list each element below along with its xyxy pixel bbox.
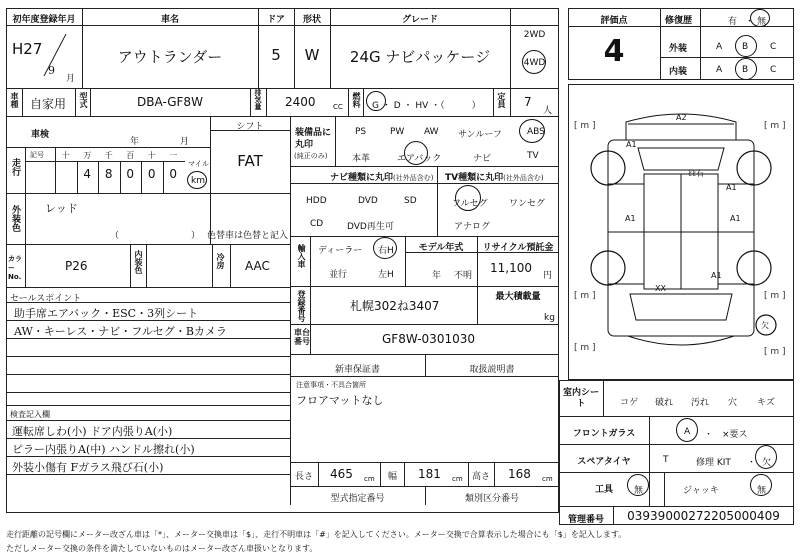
jack-label: ジャッキ [683, 486, 719, 496]
equip-sunroof: サンルーフ [458, 130, 502, 140]
ext-b-circle [735, 35, 757, 57]
equip-pw: PW [390, 127, 405, 137]
jack-none-circle [750, 474, 772, 496]
reg-year-label: 初年度登録年月 [12, 15, 76, 25]
sheet-stain: 汚れ [691, 398, 710, 408]
equipment-sublabel: (純正のみ) [294, 152, 328, 160]
repair-no: 無 [757, 17, 767, 27]
mark-xx: XX [655, 284, 666, 293]
inspector-label: 検査記入欄 [10, 410, 50, 419]
notes-label: 注意事項・不具合箇所 [296, 381, 366, 389]
fuel-label: 燃料 [352, 92, 361, 108]
notes-value: フロアマットなし [296, 394, 384, 407]
fuel-options: G ・ D ・ HV ・（ ） [372, 101, 481, 111]
tv-oneseg: ワンセグ [509, 199, 546, 209]
height-value: 168 [508, 467, 531, 481]
sheet-tear: 破れ [655, 398, 674, 408]
grade-label: グレード [401, 15, 438, 25]
navi-hdd: HDD [306, 196, 327, 206]
odometer-unit-4: 十 [147, 151, 156, 160]
equip-ps: PS [355, 127, 367, 137]
odometer-separator [141, 161, 142, 193]
equip-navi: ナビ [473, 154, 492, 164]
int-a: A [716, 65, 723, 75]
mark-a2: A2 [676, 113, 687, 122]
footer-line-1: 走行距離の記号欄にメーター改ざん車は「*」、メーター交換車は「$」、走行不明車は「#」を記入してください。メーター交換で合算表示した場合にも「$」を記入します。 [6, 530, 627, 539]
footer-line-2: ただしメーター交換の条件を満たしていないものはメーター改ざん車扱いとなります。 [6, 544, 318, 553]
sales-point-line-2: AW・キーレス・ナビ・フルセグ・Bカメラ [14, 325, 227, 338]
import-right: 右H [378, 246, 394, 256]
mgmt-number: 03939000272205000409 [627, 509, 780, 523]
mark-a1-rear: A1 [711, 271, 722, 280]
registration-label: 登録番号 [297, 290, 306, 322]
length-label: 長さ [295, 472, 314, 482]
class-number-label: 類別区分番号 [464, 494, 519, 504]
tools-none: 無 [634, 486, 644, 496]
odometer-unit-3: 百 [126, 151, 135, 160]
int-c: C [770, 65, 777, 75]
odometer-unit-2: 千 [104, 151, 113, 160]
door-label: ドア [267, 15, 285, 25]
repair-no-circle [750, 9, 770, 27]
color-no-label: カラーNo. [8, 255, 22, 281]
month-unit: 月 [66, 74, 76, 84]
abs-circle [519, 119, 545, 143]
vin-value: GF8W-0301030 [382, 332, 475, 346]
ext-a: A [716, 42, 723, 52]
right-hand-circle [373, 237, 397, 259]
recycle-value: 11,100 [490, 261, 532, 275]
spare-dot: ・ [747, 458, 757, 468]
mark-missing: 欠 [761, 321, 769, 330]
model-year-label: モデル年式 [418, 243, 464, 253]
recycle-unit: 円 [543, 271, 553, 281]
equip-leather: 本革 [352, 154, 371, 164]
odometer-divider [25, 161, 185, 162]
displacement-label: 排気量 [254, 89, 262, 110]
max-load-label: 最大積載量 [495, 292, 541, 302]
fuel-g-circle [366, 91, 386, 111]
repair-label: 修復歴 [665, 16, 693, 26]
odometer-digit-5: 0 [169, 167, 178, 181]
navi-dvd: DVD [358, 196, 378, 206]
color-note-paren: （ ） [110, 231, 201, 241]
airbag-circle [404, 141, 428, 165]
windshield-needs-replace: ×要ス [722, 430, 748, 440]
windshield-a-circle [676, 418, 698, 442]
width-unit: cm [452, 475, 463, 483]
inspector-line-3: 外装小傷有 Fガラス飛び石(小) [12, 461, 164, 474]
model-label: 型式 [79, 92, 88, 108]
type-label: 車種 [10, 92, 19, 108]
shape-label: 形状 [302, 15, 321, 25]
color-value: レッド [45, 202, 78, 215]
tv-analog: アナログ [454, 222, 491, 232]
ac-value: AAC [245, 259, 270, 273]
spare-tire-label: スペアタイヤ [577, 457, 631, 467]
sheet-burn: コゲ [620, 398, 639, 408]
interior-sheet-label: 室内シート [562, 388, 599, 409]
registration-value: 札幌302ね3407 [350, 299, 440, 313]
new-car-warranty: 新車保証書 [334, 365, 380, 375]
shift-value: FAT [237, 152, 263, 170]
inspection-month: 月 [180, 137, 190, 147]
cc-unit: CC [333, 103, 343, 111]
mile-unit: マイル [188, 160, 209, 168]
mileage-record-label: 記号 [30, 151, 44, 159]
interior-label: 内装 [669, 67, 688, 77]
odometer-separator [98, 161, 99, 193]
height-label: 高さ [472, 472, 491, 482]
tools-label: 工具 [594, 485, 613, 495]
spare-missing: 欠 [762, 458, 772, 468]
tools-none-circle [627, 474, 649, 496]
windshield-a: A [684, 427, 691, 437]
reg-era: H27 [12, 40, 43, 58]
kg-unit: kg [544, 313, 555, 323]
width-value: 181 [418, 467, 441, 481]
vehicle-type: 自家用 [30, 97, 67, 111]
int-b-circle [735, 58, 757, 80]
model-code: DBA-GF8W [137, 95, 203, 109]
mirror-bracket-right-top: [ m ] [764, 121, 786, 131]
mirror-bracket-left-bottom: [ m ] [574, 291, 596, 301]
jack-none: 無 [757, 486, 767, 496]
navi-cd: CD [310, 219, 324, 229]
drive-2wd: 2WD [523, 30, 546, 40]
sales-point-line-1: 助手席エアバック・ESC・3列シート [14, 307, 199, 320]
spare-t: T [663, 455, 669, 465]
displacement: 2400 [285, 95, 316, 109]
import-left: 左H [378, 270, 394, 280]
car-name-label: 車名 [160, 15, 179, 25]
sales-point-label: セールスポイント [10, 294, 82, 304]
navi-sd: SD [404, 196, 417, 206]
mark-a1-front: A1 [626, 140, 637, 149]
sheet-hole: 穴 [728, 398, 738, 408]
drive-4wd: 4WD [523, 58, 546, 68]
spare-missing-circle [755, 445, 777, 469]
shift-label: シフト [236, 122, 264, 132]
import-parallel: 並行 [329, 270, 348, 280]
mark-a1-right-upper: A1 [726, 183, 737, 192]
interior-color-label: 内装色 [134, 250, 143, 274]
km-unit: km [191, 176, 205, 186]
fullseg-circle [455, 185, 481, 211]
equip-abs: ABS [527, 127, 545, 137]
type-designation-label: 型式指定番号 [330, 494, 385, 504]
inspector-line-2: ピラー内張りA(中) ハンドル擦れ(小) [12, 443, 195, 456]
mirror-bracket-left-rear: [ m ] [574, 343, 596, 353]
model-year-unknown: 不明 [454, 271, 473, 281]
color-label: 外装色 [10, 205, 20, 232]
odometer-digit-4: 0 [147, 167, 156, 181]
color-no: P26 [65, 259, 88, 273]
mirror-bracket-right-rear: [ m ] [764, 347, 786, 357]
length-unit: cm [364, 475, 375, 483]
length-value: 465 [330, 467, 353, 481]
tv-fullseg: フルセグ [452, 199, 488, 209]
navi-label: ナビ種類に丸印(社外品含む) [330, 173, 434, 183]
odometer-unit-1: 万 [83, 151, 92, 160]
mileage-label: 走行 [10, 158, 20, 176]
doors: 5 [271, 46, 281, 64]
score-label: 評価点 [600, 16, 628, 26]
odometer-digit-1: 4 [83, 167, 92, 181]
equip-tv: TV [527, 151, 539, 161]
recycle-label: リサイクル預託金 [482, 243, 554, 253]
inspection-label: 車検 [30, 130, 49, 140]
capacity: 7 [524, 95, 532, 109]
width-label: 幅 [388, 472, 398, 482]
odometer-separator [163, 161, 164, 193]
mirror-bracket-left-top: [ m ] [574, 121, 596, 131]
equip-airbag: エアバック [397, 154, 442, 164]
mark-a1-right-lower: A1 [730, 214, 741, 223]
windshield-label: フロントガラス [572, 429, 636, 439]
shape: W [304, 46, 320, 64]
tv-label: TV種類に丸印(社外品含む) [445, 173, 544, 183]
eval-score: 4 [603, 34, 625, 69]
windshield-dot: ・ [704, 430, 714, 440]
equip-aw: AW [424, 127, 439, 137]
grade: 24G ナビパッケージ [349, 48, 491, 66]
sheet-scratch: キズ [757, 398, 775, 408]
odometer-separator [120, 161, 121, 193]
odometer-unit-5: 一 [169, 151, 178, 160]
capacity-label: 定員 [497, 92, 506, 108]
odometer-separator [77, 161, 78, 193]
car-name: アウトランダー [117, 48, 223, 66]
navi-dvd-play: DVD再生可 [347, 222, 394, 232]
reg-month: 9 [48, 64, 55, 77]
color-note: 色替車は色替と記入 [207, 231, 289, 241]
exterior-label: 外装 [669, 44, 688, 54]
repair-yes: 有 [728, 17, 738, 27]
ext-b: B [742, 42, 749, 52]
drive-4wd-circle [522, 50, 546, 74]
odometer-unit-0: 十 [61, 151, 70, 160]
persons-unit: 人 [543, 106, 553, 116]
odometer-digit-2: 8 [104, 167, 113, 181]
spare-repair-kit: 修理 KIT [696, 458, 731, 468]
int-b: B [742, 65, 749, 75]
import-label: 輸入車 [297, 244, 306, 268]
height-unit: cm [542, 475, 553, 483]
vin-label: 車台番号 [294, 328, 310, 346]
owner-manual: 取扱説明書 [469, 365, 515, 375]
mark-stone-chip: ﾋﾋ石 [688, 169, 704, 178]
import-dealer: ディーラー [318, 246, 363, 256]
mgmt-label: 管理番号 [567, 515, 604, 525]
ac-label: 冷房 [216, 253, 225, 269]
car-outline [568, 84, 794, 380]
mark-a1-left: A1 [625, 214, 636, 223]
mirror-bracket-right-bottom: [ m ] [764, 291, 786, 301]
equipment-label: 装備品に丸印 [295, 128, 332, 150]
inspector-line-1: 運転席しわ(小) ドア内張りA(小) [12, 425, 173, 438]
ext-c: C [770, 42, 777, 52]
km-circle [187, 171, 207, 189]
model-year-unit: 年 [432, 271, 442, 281]
inspection-year: 年 [130, 137, 140, 147]
odometer-digit-3: 0 [126, 167, 135, 181]
